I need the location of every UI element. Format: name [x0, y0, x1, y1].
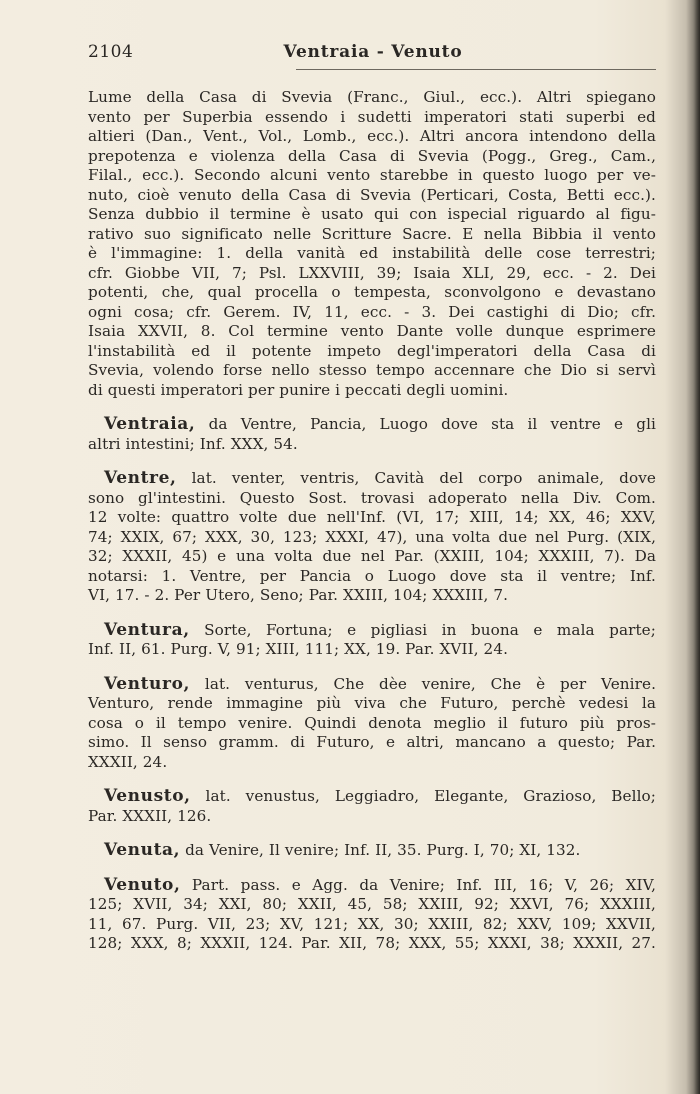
- entry-venuta: [88, 841, 656, 861]
- text-line: di questi imperatori per punire i peccati degli uomini.: [88, 380, 509, 399]
- headword: Venuta,: [104, 840, 181, 860]
- text-line: prepotenza e violenza della Casa di Svevia (Pogg., Greg., Cam.,: [88, 146, 656, 165]
- text-line: 32; XXXII, 45) e una volta due nel Par. (XXIII, 104; XXXIII, 7). Da: [88, 547, 656, 565]
- headword: Ventura,: [104, 619, 190, 640]
- text-line: 74; XXIX, 67; XXX, 30, 123; XXXI, 47), una volta due nel Purg. (XIX,: [88, 527, 656, 546]
- text-line: Filal., ecc.). Secondo alcuni vento starebbe in questo luogo per ve-: [88, 166, 656, 184]
- page-edge-shadow: [686, 0, 700, 1094]
- text-line: è l'immagine: 1. della vanità ed instabilità delle cose terrestri;: [88, 244, 656, 262]
- text-line: l'instabilità ed il potente impeto degl'imperatori della Casa di: [88, 341, 656, 360]
- continuation-paragraph: [88, 88, 656, 400]
- entry-first-line: [88, 621, 656, 641]
- text-line: rativo suo significato nelle Scritture Sacre. E nella Bibbia il vento: [88, 224, 656, 243]
- entry-venusto: [88, 787, 656, 826]
- text-line: Inf. II, 61. Purg. V, 91; XIII, 111; XX, 19. Par. XVII, 24.: [88, 640, 509, 658]
- text-line: XXXII, 24.: [88, 752, 168, 771]
- entry-first-line: [88, 841, 656, 861]
- headword: Ventraia,: [104, 414, 196, 434]
- text-line: sono gl'intestini. Questo Sost. trovasi adoperato nella Div. Com.: [88, 488, 656, 507]
- text-line: 128; XXX, 8; XXXII, 124. Par. XII, 78; XXX, 55; XXXI, 38; XXXII, 27.: [88, 934, 656, 952]
- text-line: Senza dubbio il termine è usato qui con ispecial riguardo al figu-: [88, 205, 656, 223]
- entry-first-line: [88, 675, 656, 695]
- text-line: altieri (Dan., Vent., Vol., Lomb., ecc.). Altri ancora intendono della: [88, 127, 656, 145]
- header-rule: [296, 69, 656, 70]
- text-line: Venturo, rende immagine più viva che Futuro, perchè vedesi la: [88, 694, 656, 712]
- entry-ventraia: [88, 415, 656, 454]
- text-line: vento per Superbia essendo i sudetti imperatori stati superbi ed: [88, 107, 656, 126]
- headword: Venusto,: [104, 786, 191, 806]
- text-line: VI, 17. - 2. Per Utero, Seno; Par. XXIII, 104; XXXIII, 7.: [88, 586, 509, 604]
- running-title: Ventraia - Venuto: [283, 42, 463, 62]
- text-line: cfr. Giobbe VII, 7; Psl. LXXVIII, 39; Isaia XLI, 29, ecc. - 2. Dei: [88, 263, 656, 282]
- entry-text: Sorte, Fortuna; e pigliasi in buona e mala parte;: [204, 620, 656, 639]
- entry-first-line: [88, 876, 656, 896]
- text-line: 11, 67. Purg. VII, 23; XV, 121; XX, 30; XXIII, 82; XXV, 109; XXVII,: [88, 914, 656, 933]
- text-line: Svevia, volendo forse nello stesso tempo accennare che Dio si servì: [88, 361, 656, 379]
- text-line: 125; XVII, 34; XXI, 80; XXII, 45, 58; XXIII, 92; XXVI, 76; XXXIII,: [88, 895, 656, 913]
- page-body: [88, 88, 656, 954]
- text-line: simo. Il senso gramm. di Futuro, e altri, mancano a questo; Par.: [88, 733, 656, 751]
- entry-first-line: [88, 787, 656, 807]
- entry-venuto: [88, 876, 656, 954]
- headword: Ventre,: [104, 468, 177, 488]
- entry-venturo: [88, 675, 656, 773]
- entry-text: lat. venustus, Leggiadro, Elegante, Grazioso, Bello;: [205, 787, 656, 805]
- entry-ventura: [88, 621, 656, 660]
- headword: Venturo,: [104, 673, 191, 694]
- text-line: notarsi: 1. Ventre, per Pancia o Luogo dove sta il ventre; Inf.: [88, 566, 656, 585]
- page-header: [88, 42, 658, 72]
- entry-text: Part. pass. e Agg. da Venire; Inf. III, 16; V, 26; XIV,: [191, 875, 656, 894]
- entry-first-line: [88, 415, 656, 435]
- entry-text: lat. venter, ventris, Cavità del corpo animale, dove: [191, 469, 656, 487]
- text-line: ogni cosa; cfr. Gerem. IV, 11, ecc. - 3. Dei castighi di Dio; cfr.: [88, 302, 656, 321]
- text-line: Par. XXXII, 126.: [88, 806, 212, 825]
- text-line: potenti, che, qual procella o tempesta, sconvolgono e devastano: [88, 283, 656, 301]
- entry-text: lat. venturus, Che dèe venire, Che è per Venire.: [204, 674, 656, 693]
- entry-text: da Ventre, Pancia, Luogo dove sta il ventre e gli: [208, 415, 656, 433]
- entry-text: da Venire, Il venire; Inf. II, 35. Purg. I, 70; XI, 132.: [185, 841, 581, 859]
- page-number: 2104: [88, 42, 134, 62]
- text-line: Isaia XXVII, 8. Col termine vento Dante volle dunque esprimere: [88, 322, 656, 340]
- text-line: Lume della Casa di Svevia (Franc., Giul., ecc.). Altri spiegano: [88, 88, 656, 106]
- entry-ventre: [88, 469, 656, 606]
- text-line: nuto, cioè venuto della Casa di Svevia (Perticari, Costa, Betti ecc.).: [88, 185, 656, 204]
- text-line: cosa o il tempo venire. Quindi denota meglio il futuro più pros-: [88, 713, 656, 732]
- headword: Venuto,: [104, 874, 181, 895]
- text-line: 12 volte: quattro volte due nell'Inf. (VI, 17; XIII, 14; XX, 46; XXV,: [88, 508, 656, 526]
- entry-first-line: [88, 469, 656, 489]
- text-line: altri intestini; Inf. XXX, 54.: [88, 434, 298, 453]
